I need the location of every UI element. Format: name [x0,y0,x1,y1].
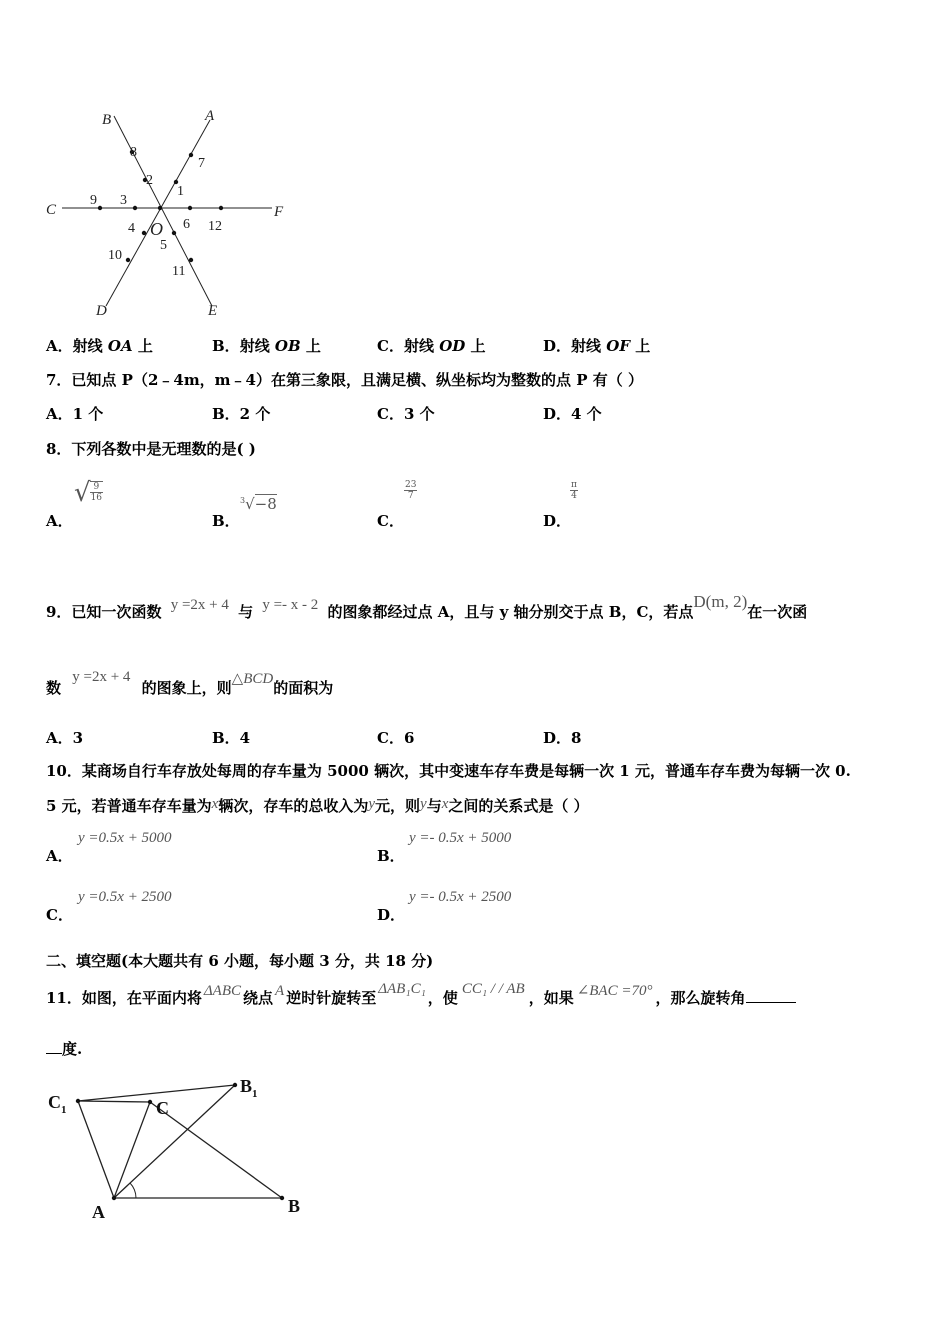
text: ，使 [427,989,458,1007]
q10-option-d-formula: y =- 0.5x + 2500 [409,889,512,905]
q6-option-d [543,335,650,356]
denominator: 4 [571,491,577,501]
point-3 [133,206,137,210]
text: 之间的关系式是（ ） [448,797,589,815]
label-num-7: 7 [198,156,205,171]
formula: y =- x - 2 [262,597,319,613]
var-x: x [211,796,219,812]
q10-option-a-formula: y =0.5x + 5000 [78,830,172,846]
point-D: D(m, 2) [693,592,748,611]
point-C1 [76,1099,80,1103]
text: 绕点 [243,989,274,1007]
q10-stem-line1: 10．某商场自行车存放处每周的存车量为 5000 辆次，其中变速车存车费是每辆一次 1 元，普通车存车费为每辆一次 0. [46,762,851,780]
triangle-AB1C1: ΔAB₁C₁ [378,981,426,997]
label-B: B [102,112,112,128]
answer-blank[interactable] [746,1002,796,1003]
fraction [404,480,417,501]
point-O [158,206,162,210]
q9-stem-line2 [46,669,334,704]
label-F: F [274,204,284,220]
label-num-5: 5 [160,238,167,253]
ray-name: OF [606,337,630,355]
option-text: 上 [132,337,153,355]
label-E: E [208,303,218,319]
triangle-BCD: △BCD [231,671,274,687]
ray-name: OA [107,337,133,355]
denominator: 16 [90,493,103,503]
figure-intersecting-lines [40,100,300,325]
q9-option-a: A．3 [46,729,84,747]
label-O: O [150,219,163,239]
label-A: A [92,1202,105,1222]
option-text: 上 [465,337,486,355]
label-num-2: 2 [146,173,153,188]
section-heading: 二、填空题(本大题共有 6 小题，每小题 3 分，共 18 分) [46,952,434,970]
text: 的图象都经过点 A，且与 y 轴分别交于点 B，C，若点 [327,603,694,621]
option-text: 射线 [571,337,607,355]
label-num-12: 12 [208,219,222,234]
line-BE [114,116,212,306]
numerator: π [571,480,577,490]
point-5 [172,231,176,235]
point-6 [188,206,192,210]
option-text: 上 [629,337,651,355]
point-B1 [233,1083,237,1087]
q10-option-b-formula: y =- 0.5x + 5000 [409,830,512,846]
q10-stem-line2 [46,795,589,816]
point-C [148,1100,152,1104]
q8-stem: 8．下列各数中是无理数的是( ) [46,440,256,458]
q7-option-c: C．3 个 [377,405,435,423]
q9-option-c: C．6 [377,729,415,747]
line-AD [106,120,210,306]
q6-option-c [377,335,486,356]
label-C1: $C_1$ [48,1092,67,1116]
var-y: y [420,796,427,812]
q8-option-b-expr [240,495,277,513]
label-num-3: 3 [120,193,127,208]
segment-AC1 [78,1101,114,1198]
text: 逆时针旋转至 [286,989,377,1007]
label-C: C [46,202,57,218]
segment-AC [114,1102,150,1198]
text: 9．已知一次函数 [46,603,162,621]
label-num-1: 1 [177,184,184,199]
q8-option-d-letter: D． [543,512,572,530]
option-letter: B． [212,337,240,355]
segment-C1C [78,1101,150,1102]
angle-BAC: ∠BAC =70° [576,983,653,999]
figure-rotated-triangles [40,1070,320,1230]
fraction [90,481,103,503]
fraction [570,480,578,501]
q7-option-b: B．2 个 [212,405,271,423]
text: 元，则 [375,797,421,815]
option-letter: D． [543,337,572,355]
point-4 [142,231,146,235]
point-12 [219,206,223,210]
q7-stem: 7．已知点 P（2﹣4m，m﹣4）在第三象限，且满足横、纵坐标均为整数的点 P 有（ ） [46,371,643,389]
q8-option-a-letter: A． [46,512,73,530]
q11-stem-line2 [46,1038,82,1059]
q10-option-a-letter: A． [46,847,73,865]
radicand: −8 [254,495,277,513]
var-y: y [368,796,376,812]
numerator: 9 [90,482,103,493]
q8-option-d-expr [570,480,578,502]
q6-option-a [46,335,153,356]
q9-stem-line1 [46,592,808,628]
option-letter: C． [377,337,404,355]
ray-name: OD [439,337,466,355]
q9-option-d: D．8 [543,729,582,747]
denominator: 7 [407,491,414,501]
ray-name: OB [274,337,301,355]
label-num-4: 4 [128,221,135,236]
option-text: 射线 [72,337,108,355]
point-10 [126,258,130,262]
segment-CB [150,1102,282,1198]
parallel-statement: CC₁ / / AB [461,981,525,997]
triangle-ABC: ΔABC [203,983,242,999]
q8-option-a-expr [74,478,103,508]
text: ，如果 [528,989,574,1007]
q10-option-c-formula: y =0.5x + 2500 [78,889,172,905]
text: ，那么旋转角 [655,989,746,1007]
q10-option-d-letter: D． [377,906,406,924]
text: 的面积为 [273,679,334,697]
point-A [112,1196,116,1200]
q7-option-a: A．1 个 [46,405,104,423]
answer-blank-continued[interactable] [46,1053,62,1054]
q11-stem-line1 [46,981,796,1012]
text: 5 元，若普通车存车量为 [46,797,212,815]
sqrt-sign: √ [74,478,91,508]
option-text: 射线 [239,337,275,355]
label-num-8: 8 [130,145,137,160]
root-index: 3 [240,496,246,505]
label-num-9: 9 [90,193,97,208]
text: 在一次函 [747,603,808,621]
formula: y =2x + 4 [72,669,131,685]
text: 11．如图，在平面内将 [46,989,202,1007]
text: 的图象上，则 [141,679,232,697]
q10-option-c-letter: C． [46,906,73,924]
text: 数 [46,679,62,697]
label-A: A [205,108,215,124]
q6-option-b [212,335,321,356]
point-7 [189,153,193,157]
q7-option-d: D．4 个 [543,405,602,423]
point-B [280,1196,284,1200]
point-11 [189,258,193,262]
q8-option-c-expr [404,480,417,502]
sqrt-sign: √ [245,495,255,513]
label-C: C [156,1098,169,1118]
option-text: 射线 [403,337,440,355]
option-text: 上 [300,337,321,355]
formula: y =2x + 4 [170,597,229,613]
label-B: B [288,1196,301,1216]
text: 与 [238,603,254,621]
label-B1: $B_1$ [240,1076,258,1100]
angle-arc [130,1183,136,1198]
text: 辆次，存车的总收入为 [218,797,369,815]
numerator: 23 [405,480,417,490]
point-A: A [275,983,285,999]
q8-option-b-letter: B． [212,512,240,530]
q10-option-b-letter: B． [377,847,405,865]
var-x: x [441,796,449,812]
q9-option-b: B．4 [212,729,251,747]
text: 与 [426,797,442,815]
text: 度. [62,1040,83,1058]
label-D: D [96,303,107,319]
point-9 [98,206,102,210]
label-num-10: 10 [108,248,122,263]
option-letter: A． [46,337,73,355]
label-num-6: 6 [183,217,190,232]
q8-option-c-letter: C． [377,512,404,530]
label-num-11: 11 [172,264,186,279]
